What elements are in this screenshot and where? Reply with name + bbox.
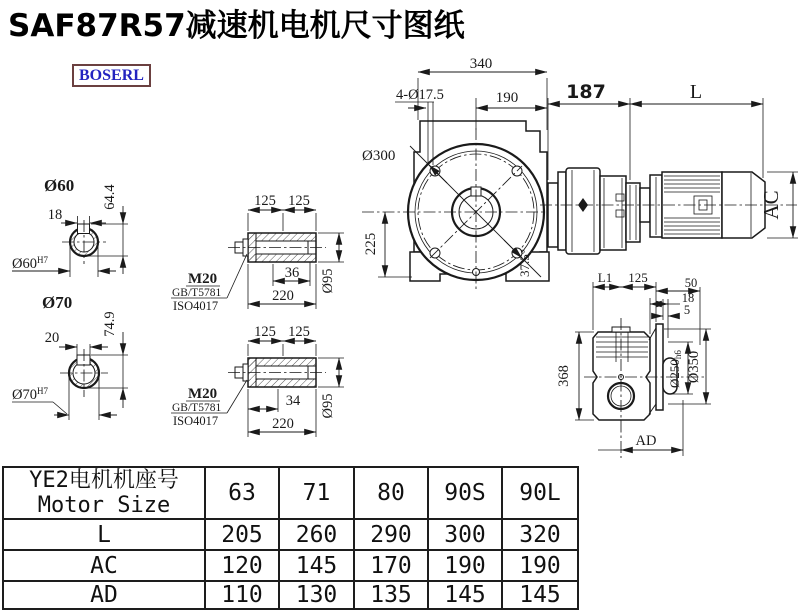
cell: 320 bbox=[502, 519, 578, 550]
dim-d250h6: Ø250h6 bbox=[667, 350, 683, 388]
dim-50: 50 bbox=[684, 276, 698, 290]
standard-label-2: ISO4017 bbox=[173, 414, 219, 428]
hollow-shaft-section-a bbox=[171, 193, 344, 313]
dim-key-width: 18 bbox=[47, 207, 63, 223]
dim-125a: 125 bbox=[254, 324, 276, 340]
thread-label: M20 bbox=[188, 386, 218, 402]
dim-125b: 125 bbox=[288, 324, 310, 340]
keyway bbox=[78, 224, 90, 234]
column-header: 63 bbox=[205, 467, 279, 519]
front-view bbox=[362, 56, 556, 292]
view-title: Ø70 bbox=[42, 293, 73, 312]
standard-label-1: GB/T5781 bbox=[172, 287, 222, 299]
cell: 145 bbox=[279, 550, 354, 581]
standard-label-2: ISO4017 bbox=[173, 299, 219, 313]
dim-L1: L1 bbox=[597, 270, 613, 285]
dim-340: 340 bbox=[469, 56, 493, 72]
dim-bore: $Ø60^{H7}$ bbox=[12, 255, 48, 272]
cell: 110 bbox=[205, 581, 279, 609]
cell: 190 bbox=[428, 550, 502, 581]
cell: 190 bbox=[502, 550, 578, 581]
dim-125b: 125 bbox=[288, 193, 310, 209]
column-header: 71 bbox=[279, 467, 354, 519]
dim-125a: 125 bbox=[254, 193, 276, 209]
cell: 145 bbox=[502, 581, 578, 609]
view-title: Ø60 bbox=[44, 176, 75, 195]
header-en: Motor Size bbox=[37, 493, 171, 518]
rear-view bbox=[556, 270, 711, 458]
dim-AD: AD bbox=[635, 433, 657, 449]
table-header-row bbox=[3, 467, 578, 519]
cell: 205 bbox=[205, 519, 279, 550]
dim-bore: $Ø70^{H7}$ bbox=[12, 386, 48, 403]
column-header: 90L bbox=[502, 467, 578, 519]
dim-36: 36 bbox=[284, 265, 300, 281]
cell: 145 bbox=[428, 581, 502, 609]
thread-label: M20 bbox=[188, 271, 218, 287]
dim-220: 220 bbox=[272, 288, 294, 304]
dim-220: 220 bbox=[272, 416, 294, 432]
dim-5: 5 bbox=[683, 303, 691, 317]
standard-label-1: GB/T5781 bbox=[172, 402, 222, 414]
dim-key-width: 20 bbox=[44, 330, 60, 346]
header-motor-size bbox=[3, 467, 205, 519]
table-row bbox=[3, 519, 578, 550]
table-row bbox=[3, 581, 578, 609]
dim-d350: Ø350 bbox=[686, 350, 702, 384]
dim-34: 34 bbox=[285, 393, 301, 409]
dim-125: 125 bbox=[628, 270, 648, 285]
shaft-bore-70 bbox=[12, 293, 128, 420]
table-row bbox=[3, 550, 578, 581]
mounting-flange bbox=[656, 324, 663, 410]
cell: 290 bbox=[354, 519, 428, 550]
keyway bbox=[77, 355, 90, 365]
cell: 300 bbox=[428, 519, 502, 550]
dim-bolt-holes: 4-Ø17.5 bbox=[396, 87, 444, 103]
shaft-bore-60 bbox=[12, 176, 128, 277]
dim-AC: AC bbox=[759, 190, 783, 220]
hollow-shaft-section-b bbox=[171, 324, 344, 437]
dim-225: 225 bbox=[363, 232, 379, 256]
row-label: L bbox=[3, 519, 205, 550]
column-header: 90S bbox=[428, 467, 502, 519]
row-label: AD bbox=[3, 581, 205, 609]
motor-size-table bbox=[2, 466, 579, 610]
dim-key-height: 74.9 bbox=[102, 311, 118, 337]
motor-side-view bbox=[540, 81, 798, 254]
dim-18: 18 bbox=[681, 291, 695, 305]
cell: 170 bbox=[354, 550, 428, 581]
cell: 120 bbox=[205, 550, 279, 581]
cell: 260 bbox=[279, 519, 354, 550]
column-header: 80 bbox=[354, 467, 428, 519]
boserl-logo: BOSERL bbox=[72, 64, 151, 87]
dim-d95: Ø95 bbox=[320, 393, 336, 419]
dim-key-height: 64.4 bbox=[102, 184, 118, 210]
dim-187: 187 bbox=[566, 81, 606, 103]
dim-d95: Ø95 bbox=[320, 268, 336, 294]
header-cn: YE2电机机座号 bbox=[29, 468, 179, 493]
cell: 135 bbox=[354, 581, 428, 609]
dim-d300: Ø300 bbox=[362, 148, 396, 164]
dim-368: 368 bbox=[556, 365, 572, 387]
dim-37-5: 37.5° bbox=[517, 249, 532, 277]
dim-190: 190 bbox=[495, 90, 519, 106]
row-label: AC bbox=[3, 550, 205, 581]
page-title: SAF87R57减速机电机尺寸图纸 bbox=[8, 8, 465, 44]
dim-L: L bbox=[689, 81, 703, 103]
cell: 130 bbox=[279, 581, 354, 609]
